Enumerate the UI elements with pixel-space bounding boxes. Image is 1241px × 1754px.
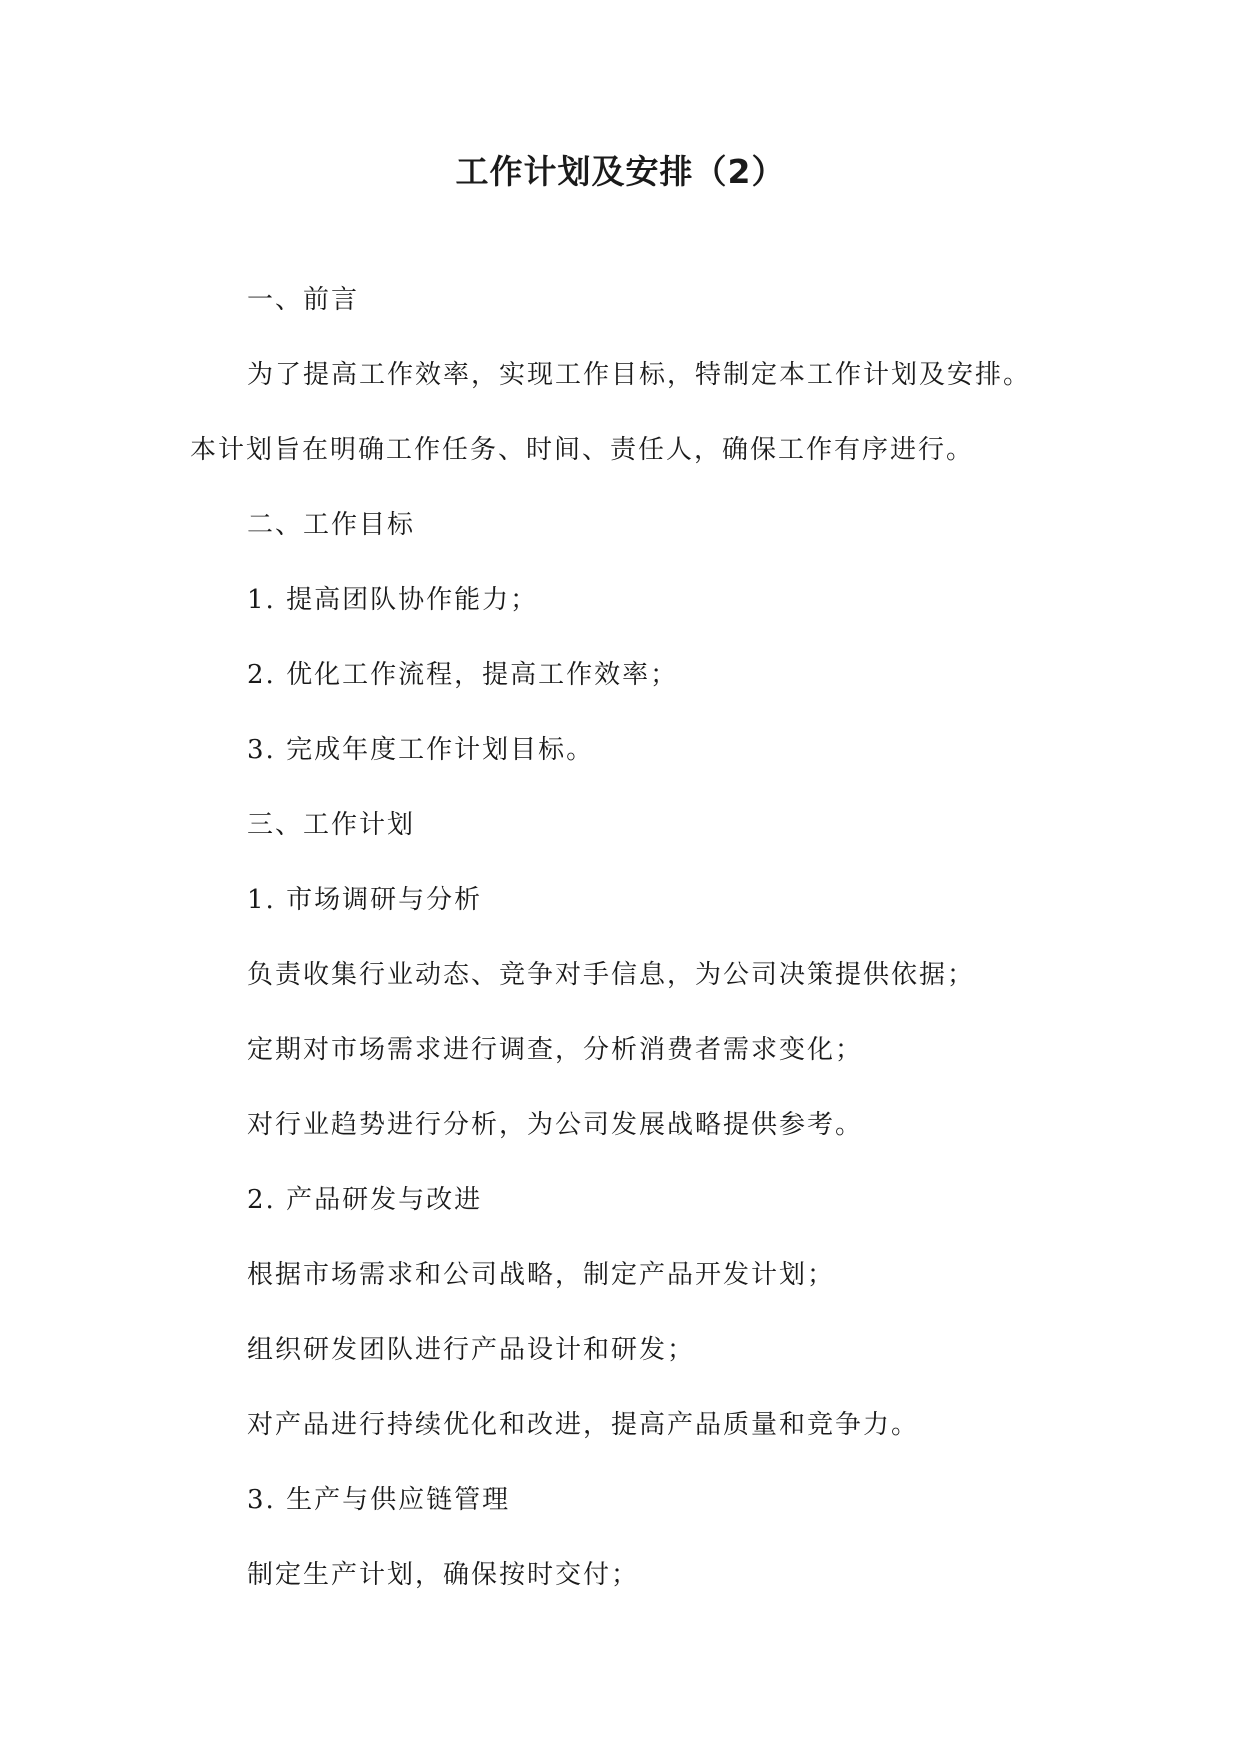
document-title: 工作计划及安排（2） [455,152,786,191]
paragraph-line: 定期对市场需求进行调查，分析消费者需求变化； [247,1035,864,1065]
paragraph-line: 对产品进行持续优化和改进，提高产品质量和竞争力。 [247,1410,920,1440]
subsection-heading: 3. 生产与供应链管理 [247,1485,511,1515]
subsection-heading: 2. 产品研发与改进 [247,1185,483,1215]
paragraph-line: 对行业趋势进行分析，为公司发展战略提供参考。 [247,1110,864,1140]
subsection-heading: 1. 市场调研与分析 [247,885,483,915]
paragraph-line: 组织研发团队进行产品设计和研发； [247,1335,696,1365]
list-item: 3. 完成年度工作计划目标。 [247,735,595,765]
paragraph-line: 本计划旨在明确工作任务、时间、责任人，确保工作有序进行。 [190,435,975,465]
list-item: 1. 提高团队协作能力； [247,585,539,615]
section-heading-goals: 二、工作目标 [247,510,416,540]
list-item: 2. 优化工作流程，提高工作效率； [247,660,679,690]
section-heading-preface: 一、前言 [247,285,360,315]
paragraph-line: 负责收集行业动态、竞争对手信息，为公司决策提供依据； [247,960,976,990]
paragraph-line: 根据市场需求和公司战略，制定产品开发计划； [247,1260,836,1290]
section-heading-plan: 三、工作计划 [247,810,416,840]
paragraph-line: 制定生产计划，确保按时交付； [247,1560,640,1590]
paragraph-line: 为了提高工作效率，实现工作目标，特制定本工作计划及安排。 [247,360,1032,390]
